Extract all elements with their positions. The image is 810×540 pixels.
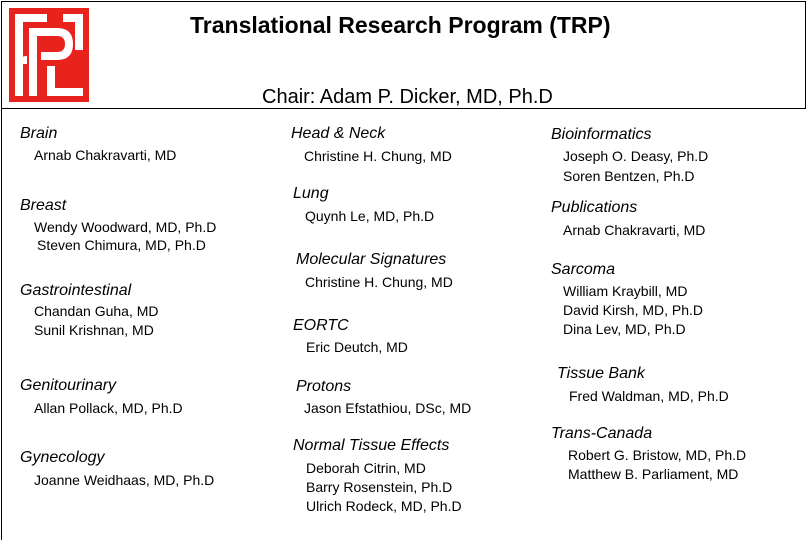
section-name: Fred Waldman, MD, Ph.D bbox=[569, 388, 729, 404]
section-heading-publications: Publications bbox=[551, 199, 638, 216]
header-box bbox=[1, 1, 806, 109]
section-heading-gastrointestinal: Gastrointestinal bbox=[20, 282, 132, 299]
section-name: Arnab Chakravarti, MD bbox=[34, 147, 177, 163]
section-heading-brain: Brain bbox=[20, 125, 58, 142]
chair-line: Chair: Adam P. Dicker, MD, Ph.D bbox=[262, 86, 553, 108]
section-name: David Kirsh, MD, Ph.D bbox=[563, 302, 704, 318]
section-name: Chandan Guha, MD bbox=[34, 303, 159, 319]
trp-logo bbox=[7, 6, 91, 104]
section-name: Eric Deutch, MD bbox=[306, 339, 408, 355]
section-name: Joanne Weidhaas, MD, Ph.D bbox=[34, 472, 215, 488]
section-name: Christine H. Chung, MD bbox=[304, 148, 452, 164]
section-heading-molecular-signatures: Molecular Signatures bbox=[296, 251, 447, 268]
section-heading-genitourinary: Genitourinary bbox=[20, 377, 117, 394]
section-name: Joseph O. Deasy, Ph.D bbox=[563, 148, 709, 164]
section-name: Soren Bentzen, Ph.D bbox=[563, 168, 695, 184]
frame-border bbox=[1, 109, 2, 540]
section-name: Christine H. Chung, MD bbox=[305, 274, 453, 290]
section-name: Allan Pollack, MD, Ph.D bbox=[34, 400, 183, 416]
section-heading-lung: Lung bbox=[293, 185, 329, 202]
section-name: Arnab Chakravarti, MD bbox=[563, 222, 706, 238]
section-heading-breast: Breast bbox=[20, 197, 67, 214]
section-name: Deborah Citrin, MD bbox=[306, 460, 426, 476]
section-name: Dina Lev, MD, Ph.D bbox=[563, 321, 686, 337]
section-name: Jason Efstathiou, DSc, MD bbox=[304, 400, 472, 416]
section-name: Barry Rosenstein, Ph.D bbox=[306, 479, 453, 495]
page-title: Translational Research Program (TRP) bbox=[190, 12, 611, 38]
section-name: Ulrich Rodeck, MD, Ph.D bbox=[306, 498, 462, 514]
section-heading-protons: Protons bbox=[296, 378, 352, 395]
section-name: William Kraybill, MD bbox=[563, 283, 688, 299]
section-heading-head-neck: Head & Neck bbox=[291, 125, 386, 142]
section-heading-bioinformatics: Bioinformatics bbox=[551, 126, 652, 143]
section-heading-tissue-bank: Tissue Bank bbox=[557, 365, 645, 382]
section-heading-gynecology: Gynecology bbox=[20, 449, 105, 466]
section-heading-eortc: EORTC bbox=[293, 317, 349, 334]
section-heading-sarcoma: Sarcoma bbox=[551, 261, 616, 278]
section-name: Wendy Woodward, MD, Ph.D bbox=[34, 219, 217, 235]
section-heading-normal-tissue-effects: Normal Tissue Effects bbox=[293, 437, 450, 454]
section-name: Quynh Le, MD, Ph.D bbox=[305, 208, 435, 224]
section-heading-trans-canada: Trans-Canada bbox=[551, 425, 653, 442]
section-name: Sunil Krishnan, MD bbox=[34, 322, 154, 338]
section-name: Matthew B. Parliament, MD bbox=[568, 466, 739, 482]
section-name: Robert G. Bristow, MD, Ph.D bbox=[568, 447, 747, 463]
section-name: Steven Chimura, MD, Ph.D bbox=[37, 237, 206, 253]
